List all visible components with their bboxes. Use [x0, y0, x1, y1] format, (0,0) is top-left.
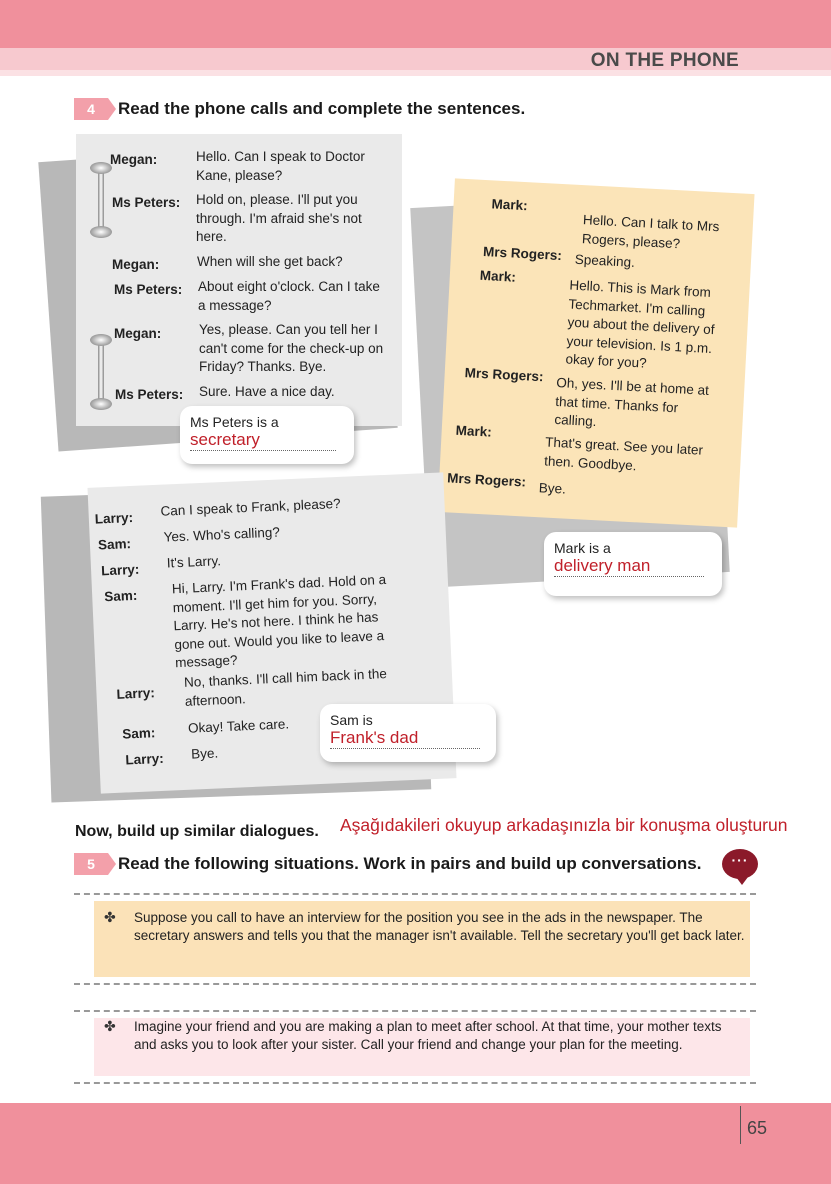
answer-field[interactable]: Frank's dad [330, 728, 480, 749]
dialogue-line: Hello. Can I speak to Doctor Kane, please? [196, 149, 365, 183]
build-up-instruction: Now, build up similar dialogues. [75, 823, 319, 840]
exercise-number-5: 5 [74, 853, 108, 875]
dialogue-line: Okay! Take care. [187, 716, 290, 736]
dialogue1-card [76, 134, 402, 426]
speaker-label: Mrs Rogers: [482, 243, 563, 264]
binder-ring-icon [98, 340, 104, 404]
situation-box-2 [74, 1010, 756, 1084]
speaker-label: Ms Peters: [115, 387, 184, 402]
dialogue-line: No, thanks. I'll call him back in the afternoon. [183, 666, 388, 709]
dialogue-line: That's great. See you later then. Goodbye. [543, 434, 704, 473]
answer-field[interactable]: secretary [190, 430, 336, 451]
speaker-label: Mark: [455, 422, 493, 440]
flower-bullet-icon: ✤ [104, 909, 116, 925]
binder-ring-icon [90, 162, 112, 174]
header-band [0, 0, 831, 48]
dialogue-line: Yes. Who's calling? [163, 524, 281, 545]
exercise4-instruction: Read the phone calls and complete the sentences. [118, 99, 526, 118]
speaker-label: Larry: [125, 750, 164, 768]
speaker-label: Sam: [121, 725, 156, 742]
dialogue-line: Can I speak to Frank, please? [160, 495, 341, 519]
speaker-label: Mark: [479, 267, 517, 285]
dialogue-line: Hello. This is Mark from Techmarket. I'm calling you about the delivery of your television. Is 1 p.m. okay for you? [565, 277, 715, 371]
situation-box-1 [74, 893, 756, 985]
dialogue-line: Hi, Larry. I'm Frank's dad. Hold on a moment. I'll get him for you. Sorry, Larry. He's not here. I think he has gone out. Would you like to leave a message? [171, 571, 387, 671]
chat-dots-icon: ··· [731, 852, 749, 868]
dialogue-line: It's Larry. [166, 553, 222, 571]
exercise-number-4: 4 [74, 98, 108, 120]
speaker-label: Mark: [491, 196, 529, 214]
flower-bullet-icon: ✤ [104, 1018, 116, 1034]
dialogue-line: Sure. Have a nice day. [199, 384, 335, 399]
answer-box-dialogue3 [320, 704, 496, 762]
dialogue-line: Bye. [190, 745, 219, 762]
section-title: ON THE PHONE [590, 50, 739, 71]
answer-field[interactable]: delivery man [554, 556, 704, 577]
situation-text: Imagine your friend and you are making a plan to meet after school. At that time, your mother texts and asks you to look after your sister. Call your friend and change your plan for the meeting. [134, 1019, 722, 1052]
answer-prompt: Ms Peters is a [190, 414, 279, 430]
dialogue-line: Yes, please. Can you tell her I can't come for the check-up on Friday? Thanks. Bye. [199, 322, 384, 374]
dialogue-line: Bye. [538, 480, 567, 497]
speaker-label: Larry: [116, 685, 156, 702]
dialogue-line: Speaking. [574, 251, 636, 270]
speaker-label: Megan: [114, 326, 162, 341]
speaker-label: Sam: [97, 536, 132, 553]
speaker-label: Megan: [110, 152, 158, 167]
dialogue2-card [437, 178, 754, 527]
dialogue-line: Hold on, please. I'll put you through. I'm afraid she's not here. [196, 192, 362, 244]
binder-ring-icon [98, 170, 104, 230]
page-number: 65 [740, 1106, 767, 1144]
speaker-label: Larry: [94, 509, 134, 527]
dialogue-line: About eight o'clock. Can I take a message? [198, 279, 380, 313]
speaker-label: Larry: [100, 561, 140, 579]
binder-ring-icon [90, 334, 112, 346]
dialogue-line: Hello. Can I talk to Mrs Rogers, please? [581, 212, 720, 251]
answer-prompt: Sam is [330, 712, 373, 728]
handwritten-note: Aşağıdakileri okuyup arkadaşınızla bir konuşma oluşturun [340, 815, 788, 835]
answer-prompt: Mark is a [554, 540, 611, 556]
exercise5-instruction: Read the following situations. Work in pairs and build up conversations. [118, 854, 702, 873]
dialogue-line: Oh, yes. I'll be at home at that time. Thanks for calling. [554, 374, 710, 430]
speaker-label: Mrs Rogers: [464, 365, 544, 385]
answer-box-dialogue1 [180, 406, 354, 464]
situation-text: Suppose you call to have an interview for the position you see in the ads in the newspaper. The secretary answers and tells you that the manager isn't available. Tell the secretary you'll get back later. [134, 910, 745, 943]
speaker-label: Ms Peters: [114, 282, 183, 297]
speaker-label: Megan: [112, 257, 160, 272]
speaker-label: Ms Peters: [112, 195, 181, 210]
speaker-label: Sam: [103, 587, 138, 605]
speaker-label: Mrs Rogers: [446, 470, 527, 490]
answer-box-dialogue2 [544, 532, 722, 596]
binder-ring-icon [90, 226, 112, 238]
dialogue-line: When will she get back? [197, 254, 343, 269]
footer-band [0, 1103, 831, 1184]
binder-ring-icon [90, 398, 112, 410]
